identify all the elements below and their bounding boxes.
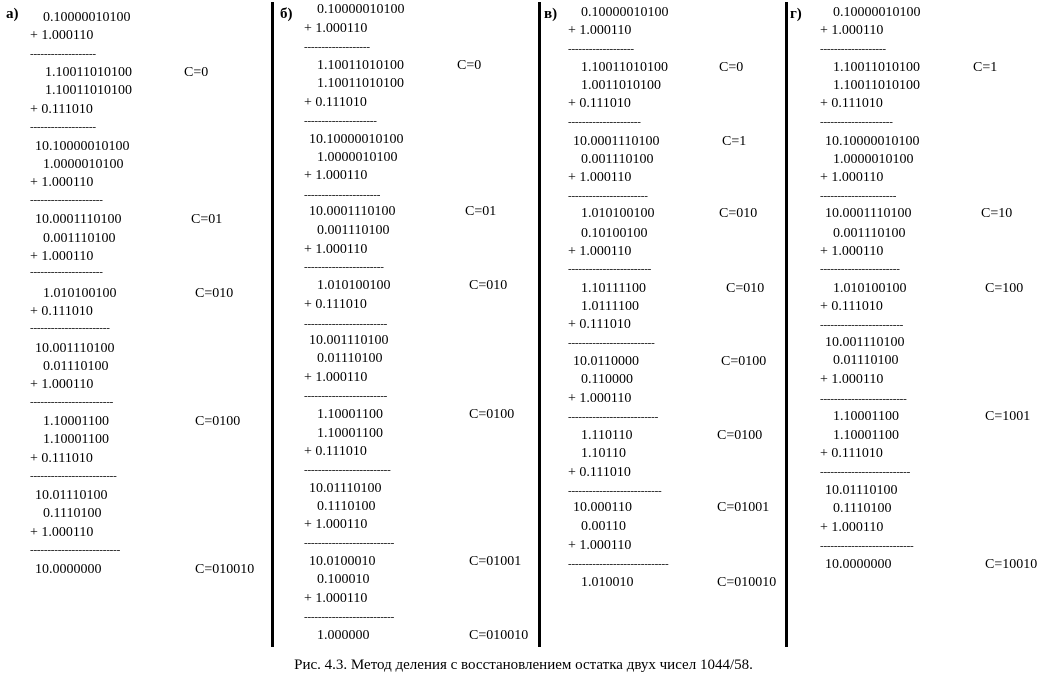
binary-line: 1.10001100 xyxy=(317,407,383,422)
quotient-value: C=01 xyxy=(465,204,497,219)
binary-line: 10.01110100 xyxy=(825,483,898,498)
binary-line: 1.010100100 xyxy=(833,281,907,296)
binary-line: + 1.000110 xyxy=(568,170,632,185)
binary-line: 0.001110100 xyxy=(317,223,390,238)
binary-line: 1.10001100 xyxy=(833,409,899,424)
panel-v xyxy=(541,0,784,650)
separator-line: ------------------------- xyxy=(568,337,655,349)
separator-line: --------------------- xyxy=(304,115,377,127)
quotient-value: C=0100 xyxy=(469,407,515,422)
binary-line: 1.10001100 xyxy=(317,426,383,441)
binary-line: 10.001110100 xyxy=(35,341,115,356)
binary-line: 0.110000 xyxy=(581,372,633,387)
binary-line: + 0.111010 xyxy=(304,95,367,110)
binary-line: 1.010010 xyxy=(581,575,634,590)
binary-line: + 1.000110 xyxy=(30,377,94,392)
binary-line: 1.10011010100 xyxy=(317,76,404,91)
binary-line: 10.0001110100 xyxy=(825,206,912,221)
binary-line: 10.001110100 xyxy=(825,335,905,350)
separator-line: ----------------------- xyxy=(568,190,648,202)
binary-line: 1.10011010100 xyxy=(833,60,920,75)
binary-line: + 0.111010 xyxy=(304,444,367,459)
binary-line: + 0.111010 xyxy=(820,96,883,111)
panel-label: г) xyxy=(790,6,802,22)
binary-line: + 0.111010 xyxy=(568,96,631,111)
binary-line: + 1.000110 xyxy=(568,391,632,406)
panel-a xyxy=(0,0,270,650)
binary-line: 1.0011010100 xyxy=(581,78,661,93)
binary-line: + 1.000110 xyxy=(820,170,884,185)
binary-line: 10.0110000 xyxy=(573,354,639,369)
quotient-value: C=01001 xyxy=(717,500,770,515)
binary-line: 1.010100100 xyxy=(581,206,655,221)
binary-line: 1.0000010100 xyxy=(43,157,124,172)
binary-line: 10.0001110100 xyxy=(573,134,660,149)
binary-line: 1.000000 xyxy=(317,628,370,643)
binary-line: 0.01110100 xyxy=(317,351,383,366)
binary-line: + 1.000110 xyxy=(820,372,884,387)
separator-line: -------------------------- xyxy=(30,544,121,556)
binary-line: + 1.000110 xyxy=(30,175,94,190)
quotient-value: C=10 xyxy=(981,206,1013,221)
binary-line: 10.10000010100 xyxy=(309,132,404,147)
binary-line: + 0.111010 xyxy=(30,102,93,117)
quotient-value: C=10010 xyxy=(985,557,1038,572)
separator-line: --------------------------- xyxy=(568,485,662,497)
binary-line: + 1.000110 xyxy=(30,525,94,540)
binary-line: + 0.111010 xyxy=(304,297,367,312)
binary-line: + 1.000110 xyxy=(820,520,884,535)
separator-line: -------------------------- xyxy=(820,466,911,478)
separator-line: ------------------------- xyxy=(304,464,391,476)
binary-line: 10.01110100 xyxy=(309,481,382,496)
binary-line: 1.110110 xyxy=(581,428,633,443)
binary-line: 0.10000010100 xyxy=(317,2,405,17)
quotient-value: C=0100 xyxy=(721,354,767,369)
binary-line: + 0.111010 xyxy=(568,317,631,332)
quotient-value: C=01 xyxy=(191,212,223,227)
separator-line: ---------------------- xyxy=(820,190,897,202)
quotient-value: C=010 xyxy=(195,286,234,301)
quotient-value: C=010 xyxy=(469,278,508,293)
binary-line: 0.1110100 xyxy=(317,499,376,514)
binary-line: 1.10011010100 xyxy=(317,58,404,73)
binary-line: 1.10011010100 xyxy=(45,83,132,98)
panel-label: в) xyxy=(544,6,558,22)
binary-line: 1.10001100 xyxy=(833,428,899,443)
binary-line: + 0.111010 xyxy=(820,299,883,314)
separator-line: ------------------- xyxy=(30,121,96,133)
binary-line: 1.0000010100 xyxy=(317,150,398,165)
binary-line: + 0.111010 xyxy=(568,465,631,480)
binary-line: 1.0111100 xyxy=(581,299,639,314)
binary-line: 0.10000010100 xyxy=(833,5,921,20)
separator-line: -------------------------- xyxy=(304,537,395,549)
binary-line: + 1.000110 xyxy=(30,249,94,264)
binary-line: + 1.000110 xyxy=(30,28,94,43)
panel-b xyxy=(274,0,536,650)
binary-line: 10.10000010100 xyxy=(35,139,130,154)
binary-line: + 0.111010 xyxy=(820,446,883,461)
binary-line: + 1.000110 xyxy=(304,242,368,257)
quotient-value: C=1 xyxy=(722,134,747,149)
panel-g xyxy=(788,0,1047,650)
binary-line: 0.10000010100 xyxy=(581,5,669,20)
separator-line: ------------------------ xyxy=(30,396,114,408)
quotient-value: C=010010 xyxy=(469,628,529,643)
binary-line: 10.0001110100 xyxy=(309,204,396,219)
separator-line: ------------------------ xyxy=(820,319,904,331)
separator-line: --------------------- xyxy=(568,116,641,128)
quotient-value: C=010 xyxy=(726,281,765,296)
quotient-value: C=0100 xyxy=(717,428,763,443)
binary-line: 1.10011010100 xyxy=(581,60,668,75)
binary-line: + 0.111010 xyxy=(30,451,93,466)
separator-line: ----------------------- xyxy=(304,261,384,273)
separator-line: ------------------- xyxy=(820,43,886,55)
quotient-value: C=100 xyxy=(985,281,1024,296)
quotient-value: C=1001 xyxy=(985,409,1031,424)
quotient-value: C=0 xyxy=(719,60,744,75)
quotient-value: C=010010 xyxy=(717,575,777,590)
binary-line: 1.010100100 xyxy=(43,286,117,301)
binary-line: 1.0000010100 xyxy=(833,152,914,167)
binary-line: 0.01110100 xyxy=(833,353,899,368)
binary-line: + 1.000110 xyxy=(820,244,884,259)
binary-line: 0.001110100 xyxy=(833,226,906,241)
quotient-value: C=0 xyxy=(184,65,209,80)
panel-label: б) xyxy=(280,6,293,22)
binary-line: 0.100010 xyxy=(317,572,370,587)
separator-line: --------------------- xyxy=(820,116,893,128)
separator-line: ------------------------ xyxy=(568,263,652,275)
separator-line: --------------------------- xyxy=(820,540,914,552)
separator-line: --------------------- xyxy=(30,266,103,278)
binary-line: 10.000110 xyxy=(573,500,632,515)
binary-line: 1.10111100 xyxy=(581,281,646,296)
separator-line: ----------------------- xyxy=(820,263,900,275)
quotient-value: C=010010 xyxy=(195,562,255,577)
binary-line: 10.0000000 xyxy=(825,557,892,572)
binary-line: 0.10000010100 xyxy=(43,10,131,25)
separator-line: -------------------------- xyxy=(304,611,395,623)
binary-line: 10.10000010100 xyxy=(825,134,920,149)
binary-line: 0.1110100 xyxy=(833,501,892,516)
binary-line: + 1.000110 xyxy=(568,538,632,553)
binary-line: 0.00110 xyxy=(581,519,626,534)
quotient-value: C=1 xyxy=(973,60,998,75)
panel-label: а) xyxy=(6,6,19,22)
binary-line: + 1.000110 xyxy=(304,591,368,606)
binary-line: 0.1110100 xyxy=(43,506,102,521)
separator-line: -------------------------- xyxy=(568,411,659,423)
binary-line: 1.10001100 xyxy=(43,414,109,429)
binary-line: + 1.000110 xyxy=(304,168,368,183)
binary-line: 10.0001110100 xyxy=(35,212,122,227)
binary-line: 1.010100100 xyxy=(317,278,391,293)
separator-line: ------------------------- xyxy=(820,393,907,405)
binary-line: 10.001110100 xyxy=(309,333,389,348)
separator-line: ----------------------------- xyxy=(568,558,669,570)
separator-line: ------------------------- xyxy=(30,470,117,482)
binary-line: + 1.000110 xyxy=(304,517,368,532)
binary-line: 0.10100100 xyxy=(581,226,648,241)
binary-line: 10.0100010 xyxy=(309,554,376,569)
binary-line: 0.001110100 xyxy=(581,152,654,167)
separator-line: ----------------------- xyxy=(30,322,110,334)
binary-line: + 0.111010 xyxy=(30,304,93,319)
figure-caption: Рис. 4.3. Метод деления с восстановлением остатка двух чисел 1044/58. xyxy=(294,657,753,673)
binary-line: 0.01110100 xyxy=(43,359,109,374)
quotient-value: C=010 xyxy=(719,206,758,221)
binary-line: + 1.000110 xyxy=(304,370,368,385)
separator-line: --------------------- xyxy=(30,194,103,206)
binary-line: + 1.000110 xyxy=(568,23,632,38)
binary-line: 1.10011010100 xyxy=(45,65,132,80)
separator-line: ---------------------- xyxy=(304,189,381,201)
binary-line: 0.001110100 xyxy=(43,231,116,246)
quotient-value: C=0 xyxy=(457,58,482,73)
quotient-value: C=01001 xyxy=(469,554,522,569)
binary-line: 1.10011010100 xyxy=(833,78,920,93)
separator-line: ------------------------ xyxy=(304,318,388,330)
separator-line: ------------------- xyxy=(568,43,634,55)
binary-line: + 1.000110 xyxy=(820,23,884,38)
binary-line: 1.10110 xyxy=(581,446,626,461)
quotient-value: C=0100 xyxy=(195,414,241,429)
binary-line: 10.01110100 xyxy=(35,488,108,503)
binary-line: 1.10001100 xyxy=(43,432,109,447)
binary-line: 10.0000000 xyxy=(35,562,102,577)
separator-line: ------------------- xyxy=(304,41,370,53)
binary-line: + 1.000110 xyxy=(304,21,368,36)
separator-line: ------------------- xyxy=(30,48,96,60)
binary-line: + 1.000110 xyxy=(568,244,632,259)
separator-line: ------------------------ xyxy=(304,390,388,402)
